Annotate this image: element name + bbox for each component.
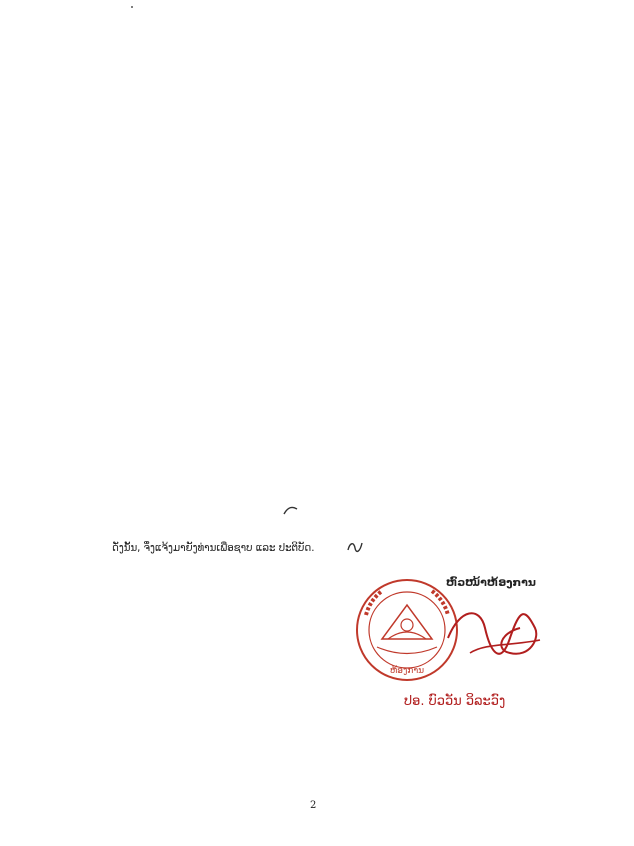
- signature: [440, 598, 550, 678]
- initial-mark-2: [282, 503, 300, 517]
- signer-name: ປອ. ບົວວັນ ວິລະວົງ: [404, 694, 506, 709]
- closing-sentence: ດັ່ງນັ້ນ, ຈຶ່ງແຈ້ງມາຍັງທ່ານເພື່ອຊາບ ແລະ ປະຕິບັດ.: [112, 543, 315, 554]
- page-number: 2: [310, 800, 317, 811]
- signer-title: ຫົວໜ້າຫ້ອງການ: [446, 576, 536, 589]
- initial-mark: [346, 540, 364, 554]
- seal-label: ຫ້ອງການ: [389, 666, 425, 676]
- scan-dot: [131, 6, 133, 8]
